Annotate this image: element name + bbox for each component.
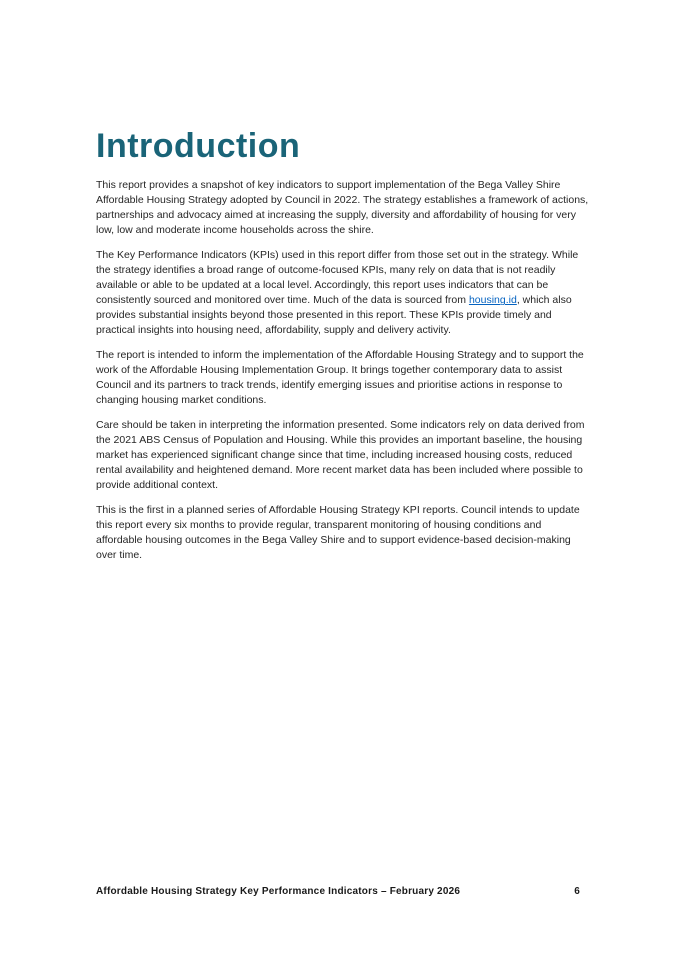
- paragraph-purpose: The report is intended to inform the implementation of the Affordable Housing Strategy and to support the work of the Affordable Housing Implementation Group. It brings together contemporary data to assist Council and its partners to track trends, identify emerging issues and prioritise actions in response to changing housing market conditions.: [96, 349, 584, 407]
- housing-id-link[interactable]: housing.id: [468, 294, 517, 307]
- page-content: [96, 128, 590, 573]
- paragraph-kpis-text-before: The Key Performance Indicators (KPIs) used in this report differ from those set out in the strategy. While the strategy identifies a broad range of outcome-focused KPIs, many rely on data that is not readily available or able to be updated at a local level. Accordingly, this report uses indicators that can be consistently sourced and monitored over time. Much of the data is sourced from: [96, 249, 579, 307]
- paragraph-caveats: Care should be taken in interpreting the information presented. Some indicators rely on data derived from the 2021 ABS Census of Population and Housing. While this provides an important baseline, the housing market has experienced significant change since that time, including increased housing costs, reduced rental availability and heightened demand. More recent market data has been included where possible to provide additional context.: [96, 419, 585, 492]
- paragraph-kpis-text-after: , which also provides substantial insights beyond those presented in this report. These KPIs provide timely and practical insights into housing need, affordability, supply and delivery activity.: [96, 294, 572, 337]
- paragraph-overview: This report provides a snapshot of key indicators to support implementation of the Bega Valley Shire Affordable Housing Strategy adopted by Council in 2022. The strategy establishes a framework of actions, partnerships and advocacy aimed at increasing the supply, diversity and affordability of housing for very low, low and moderate income households across the shire.: [96, 179, 589, 237]
- page-title: Introduction: [96, 127, 301, 165]
- footer-title: Affordable Housing Strategy Key Performance Indicators – February 2026: [96, 886, 461, 897]
- page-number: 6: [574, 886, 580, 897]
- page-footer: [96, 886, 580, 897]
- paragraph-kpis: [96, 248, 590, 338]
- paragraph-series: This is the first in a planned series of Affordable Housing Strategy KPI reports. Council intends to update this report every six months to provide regular, transparent monitoring of housing conditions and affordable housing outcomes in the Bega Valley Shire and to support evidence-based decision-making over time.: [96, 504, 580, 562]
